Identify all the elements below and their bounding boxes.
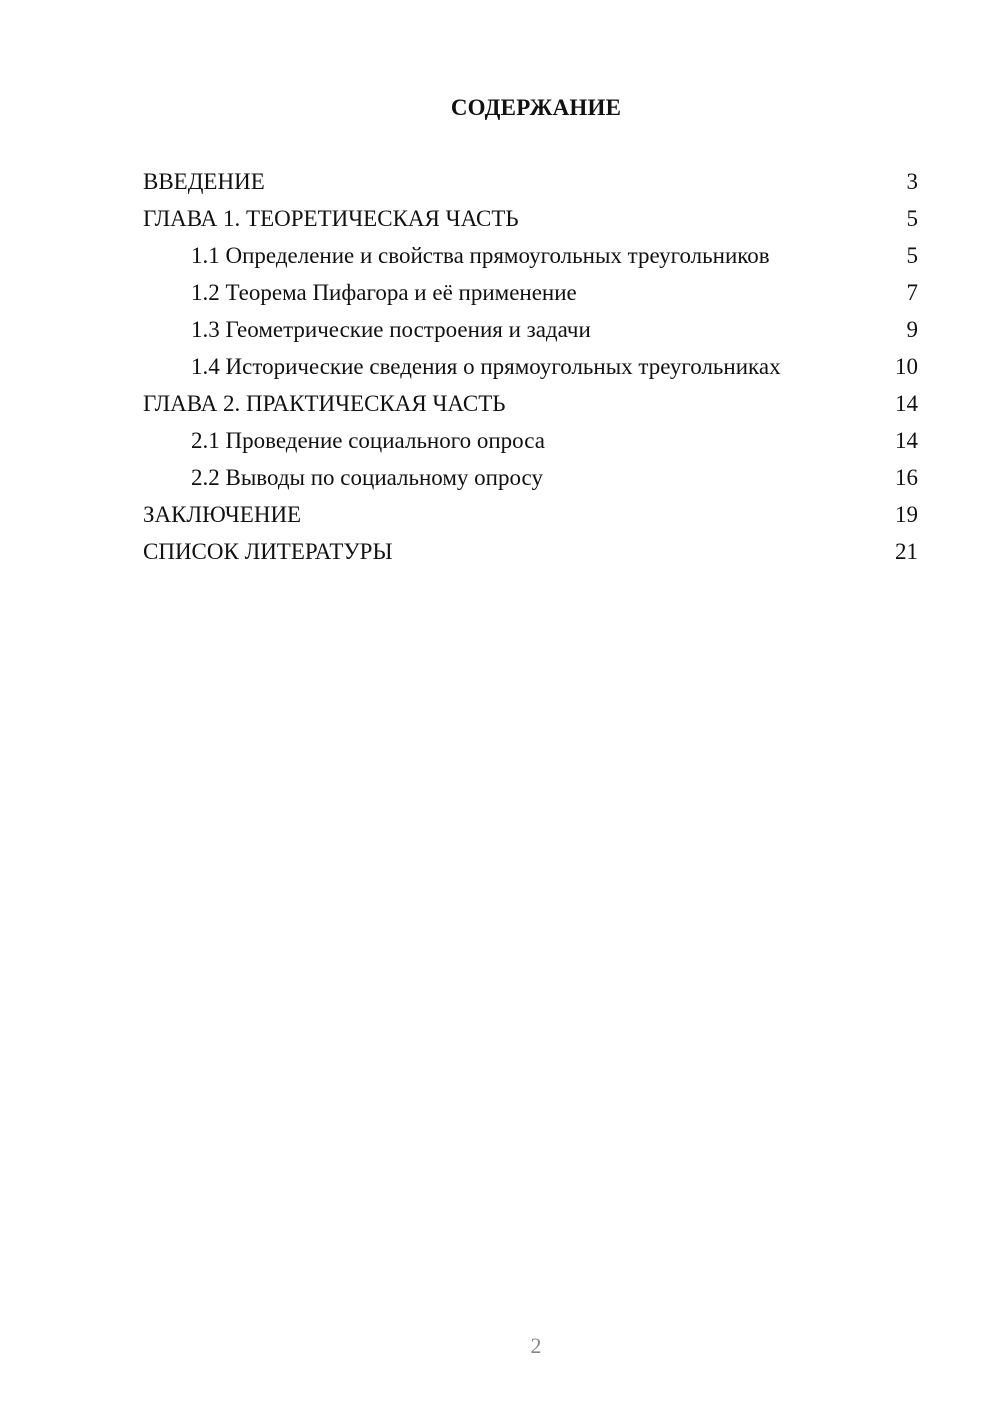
toc-entry-page: 7 [906,280,918,305]
toc-entry-label: 1.4 Исторические сведения о прямоугольных треугольниках [191,354,781,379]
toc-entry-section-1-1 [143,242,918,270]
toc-entry-label: ГЛАВА 2. ПРАКТИЧЕСКАЯ ЧАСТЬ [143,391,506,416]
toc-entry-label: 2.2 Выводы по социальному опросу [191,465,543,490]
toc-entry-page: 21 [895,539,918,564]
toc-entry-section-1-4 [143,353,918,381]
toc-entry-section-1-3 [143,316,918,344]
toc-entry-conclusion [143,501,918,529]
toc-entry-label: ЗАКЛЮЧЕНИЕ [143,502,302,527]
toc-entry-introduction [143,168,918,196]
toc-title: СОДЕРЖАНИЕ [450,95,622,120]
toc-entry-chapter-2 [143,390,918,418]
toc-entry-page: 16 [895,465,918,490]
toc-entry-label: 2.1 Проведение социального опроса [191,428,545,453]
toc-entry-page: 9 [906,317,918,342]
toc-entry-references [143,538,918,566]
page-number: 2 [530,1333,542,1358]
toc-entry-page: 5 [906,206,918,231]
toc-entry-section-2-2 [143,464,918,492]
toc-entry-label: 1.1 Определение и свойства прямоугольных треугольников [191,243,770,268]
toc-entry-page: 3 [906,169,918,194]
toc-entry-page: 10 [895,354,918,379]
toc-entry-page: 5 [906,243,918,268]
toc-entry-page: 14 [895,428,918,453]
toc-entry-chapter-1 [143,205,918,233]
toc-entry-page: 14 [895,391,918,416]
table-of-contents [143,168,918,575]
toc-entry-label: СПИСОК ЛИТЕРАТУРЫ [143,539,393,564]
toc-entry-label: ГЛАВА 1. ТЕОРЕТИЧЕСКАЯ ЧАСТЬ [143,206,519,231]
toc-entry-page: 19 [895,502,918,527]
toc-entry-section-2-1 [143,427,918,455]
toc-entry-label: ВВЕДЕНИЕ [143,169,265,194]
toc-entry-label: 1.3 Геометрические построения и задачи [191,317,591,342]
toc-entry-label: 1.2 Теорема Пифагора и её применение [191,280,577,305]
toc-entry-section-1-2 [143,279,918,307]
